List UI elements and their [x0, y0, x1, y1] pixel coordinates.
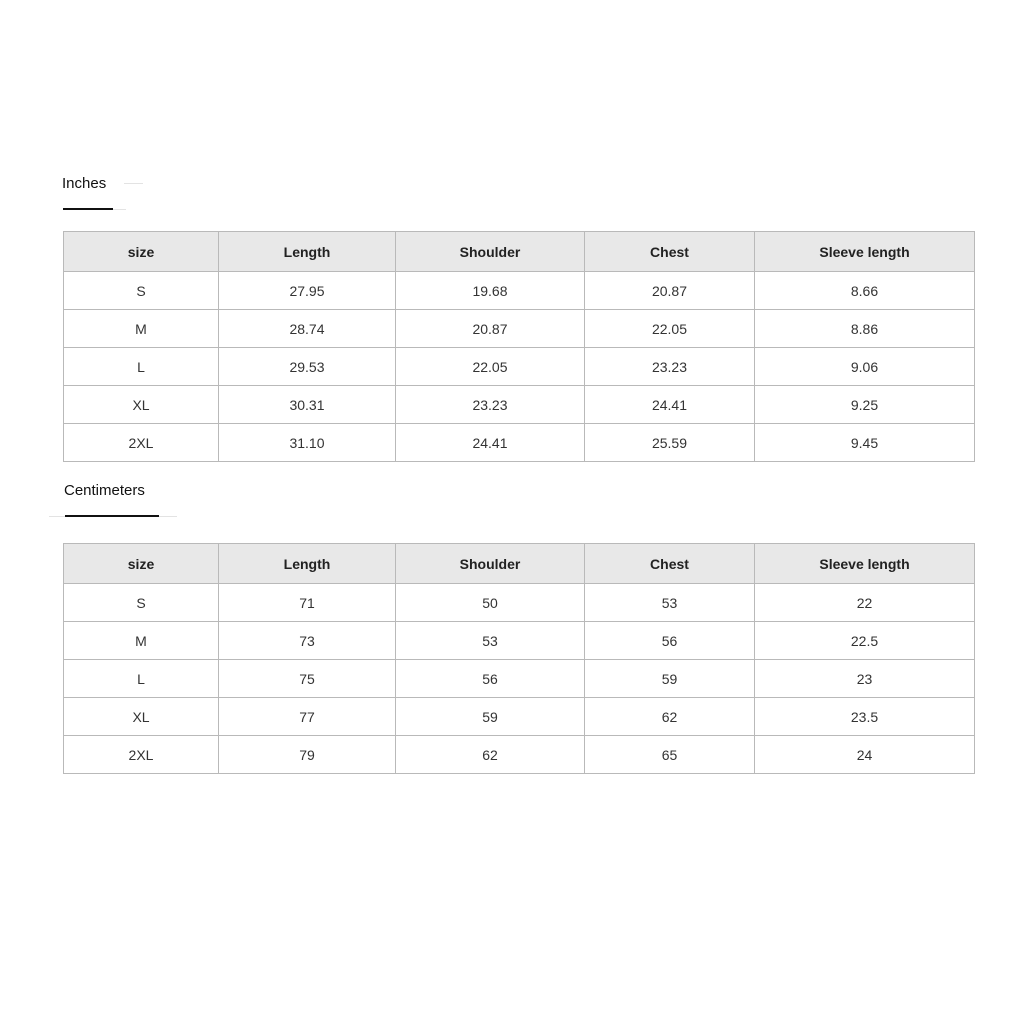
- cell-length: 31.10: [219, 424, 396, 462]
- cell-size: S: [64, 584, 219, 622]
- cell-sleeve-length: 9.45: [755, 424, 975, 462]
- cell-size: 2XL: [64, 736, 219, 774]
- table-row: [64, 584, 975, 622]
- cell-sleeve-length: 23: [755, 660, 975, 698]
- cell-chest: 53: [585, 584, 755, 622]
- cell-shoulder: 53: [396, 622, 585, 660]
- cell-chest: 20.87: [585, 272, 755, 310]
- cell-sleeve-length: 8.66: [755, 272, 975, 310]
- cell-length: 75: [219, 660, 396, 698]
- cell-shoulder: 19.68: [396, 272, 585, 310]
- column-header-chest: Chest: [585, 232, 755, 272]
- column-header-shoulder: Shoulder: [396, 544, 585, 584]
- cell-sleeve-length: 22.5: [755, 622, 975, 660]
- cell-size: M: [64, 310, 219, 348]
- cell-length: 27.95: [219, 272, 396, 310]
- cell-shoulder: 59: [396, 698, 585, 736]
- column-header-length: Length: [219, 544, 396, 584]
- cell-length: 77: [219, 698, 396, 736]
- cell-chest: 65: [585, 736, 755, 774]
- table-row: [64, 736, 975, 774]
- column-header-size: size: [64, 232, 219, 272]
- column-header-chest: Chest: [585, 544, 755, 584]
- centimeters-heading: Centimeters: [64, 482, 145, 499]
- column-header-shoulder: Shoulder: [396, 232, 585, 272]
- cell-sleeve-length: 9.06: [755, 348, 975, 386]
- centimeters-tab-rule-right: [159, 516, 177, 517]
- column-header-sleeve-length: Sleeve length: [755, 232, 975, 272]
- cell-shoulder: 20.87: [396, 310, 585, 348]
- cell-length: 28.74: [219, 310, 396, 348]
- table-row: [64, 660, 975, 698]
- cell-sleeve-length: 23.5: [755, 698, 975, 736]
- cell-size: L: [64, 660, 219, 698]
- cell-chest: 59: [585, 660, 755, 698]
- cell-shoulder: 24.41: [396, 424, 585, 462]
- cell-shoulder: 50: [396, 584, 585, 622]
- cell-sleeve-length: 24: [755, 736, 975, 774]
- cell-length: 79: [219, 736, 396, 774]
- cell-length: 29.53: [219, 348, 396, 386]
- cell-length: 30.31: [219, 386, 396, 424]
- cell-length: 73: [219, 622, 396, 660]
- inches-tab-rule: [113, 209, 126, 210]
- cell-sleeve-length: 22: [755, 584, 975, 622]
- cell-length: 71: [219, 584, 396, 622]
- table-row: [64, 386, 975, 424]
- table-header-row: [64, 232, 975, 272]
- cell-sleeve-length: 8.86: [755, 310, 975, 348]
- cell-size: M: [64, 622, 219, 660]
- cell-chest: 25.59: [585, 424, 755, 462]
- table-row: [64, 272, 975, 310]
- table-header-row: [64, 544, 975, 584]
- cell-sleeve-length: 9.25: [755, 386, 975, 424]
- cell-shoulder: 62: [396, 736, 585, 774]
- cell-size: XL: [64, 386, 219, 424]
- cell-chest: 62: [585, 698, 755, 736]
- cell-shoulder: 56: [396, 660, 585, 698]
- cell-size: S: [64, 272, 219, 310]
- inches-heading: Inches: [62, 175, 107, 192]
- cell-chest: 56: [585, 622, 755, 660]
- centimeters-size-table: [63, 543, 975, 774]
- cell-chest: 22.05: [585, 310, 755, 348]
- column-header-length: Length: [219, 232, 396, 272]
- table-row: [64, 310, 975, 348]
- inches-size-table: [63, 231, 975, 462]
- column-header-size: size: [64, 544, 219, 584]
- table-row: [64, 424, 975, 462]
- centimeters-tab-underline: [65, 515, 159, 517]
- inches-tab-underline: [63, 208, 113, 210]
- cell-chest: 24.41: [585, 386, 755, 424]
- cell-size: XL: [64, 698, 219, 736]
- cell-size: 2XL: [64, 424, 219, 462]
- cell-shoulder: 23.23: [396, 386, 585, 424]
- table-row: [64, 698, 975, 736]
- centimeters-tab-rule-left: [49, 516, 65, 517]
- cell-size: L: [64, 348, 219, 386]
- table-row: [64, 622, 975, 660]
- cell-chest: 23.23: [585, 348, 755, 386]
- table-row: [64, 348, 975, 386]
- column-header-sleeve-length: Sleeve length: [755, 544, 975, 584]
- cell-shoulder: 22.05: [396, 348, 585, 386]
- inches-heading-rule: [124, 183, 143, 184]
